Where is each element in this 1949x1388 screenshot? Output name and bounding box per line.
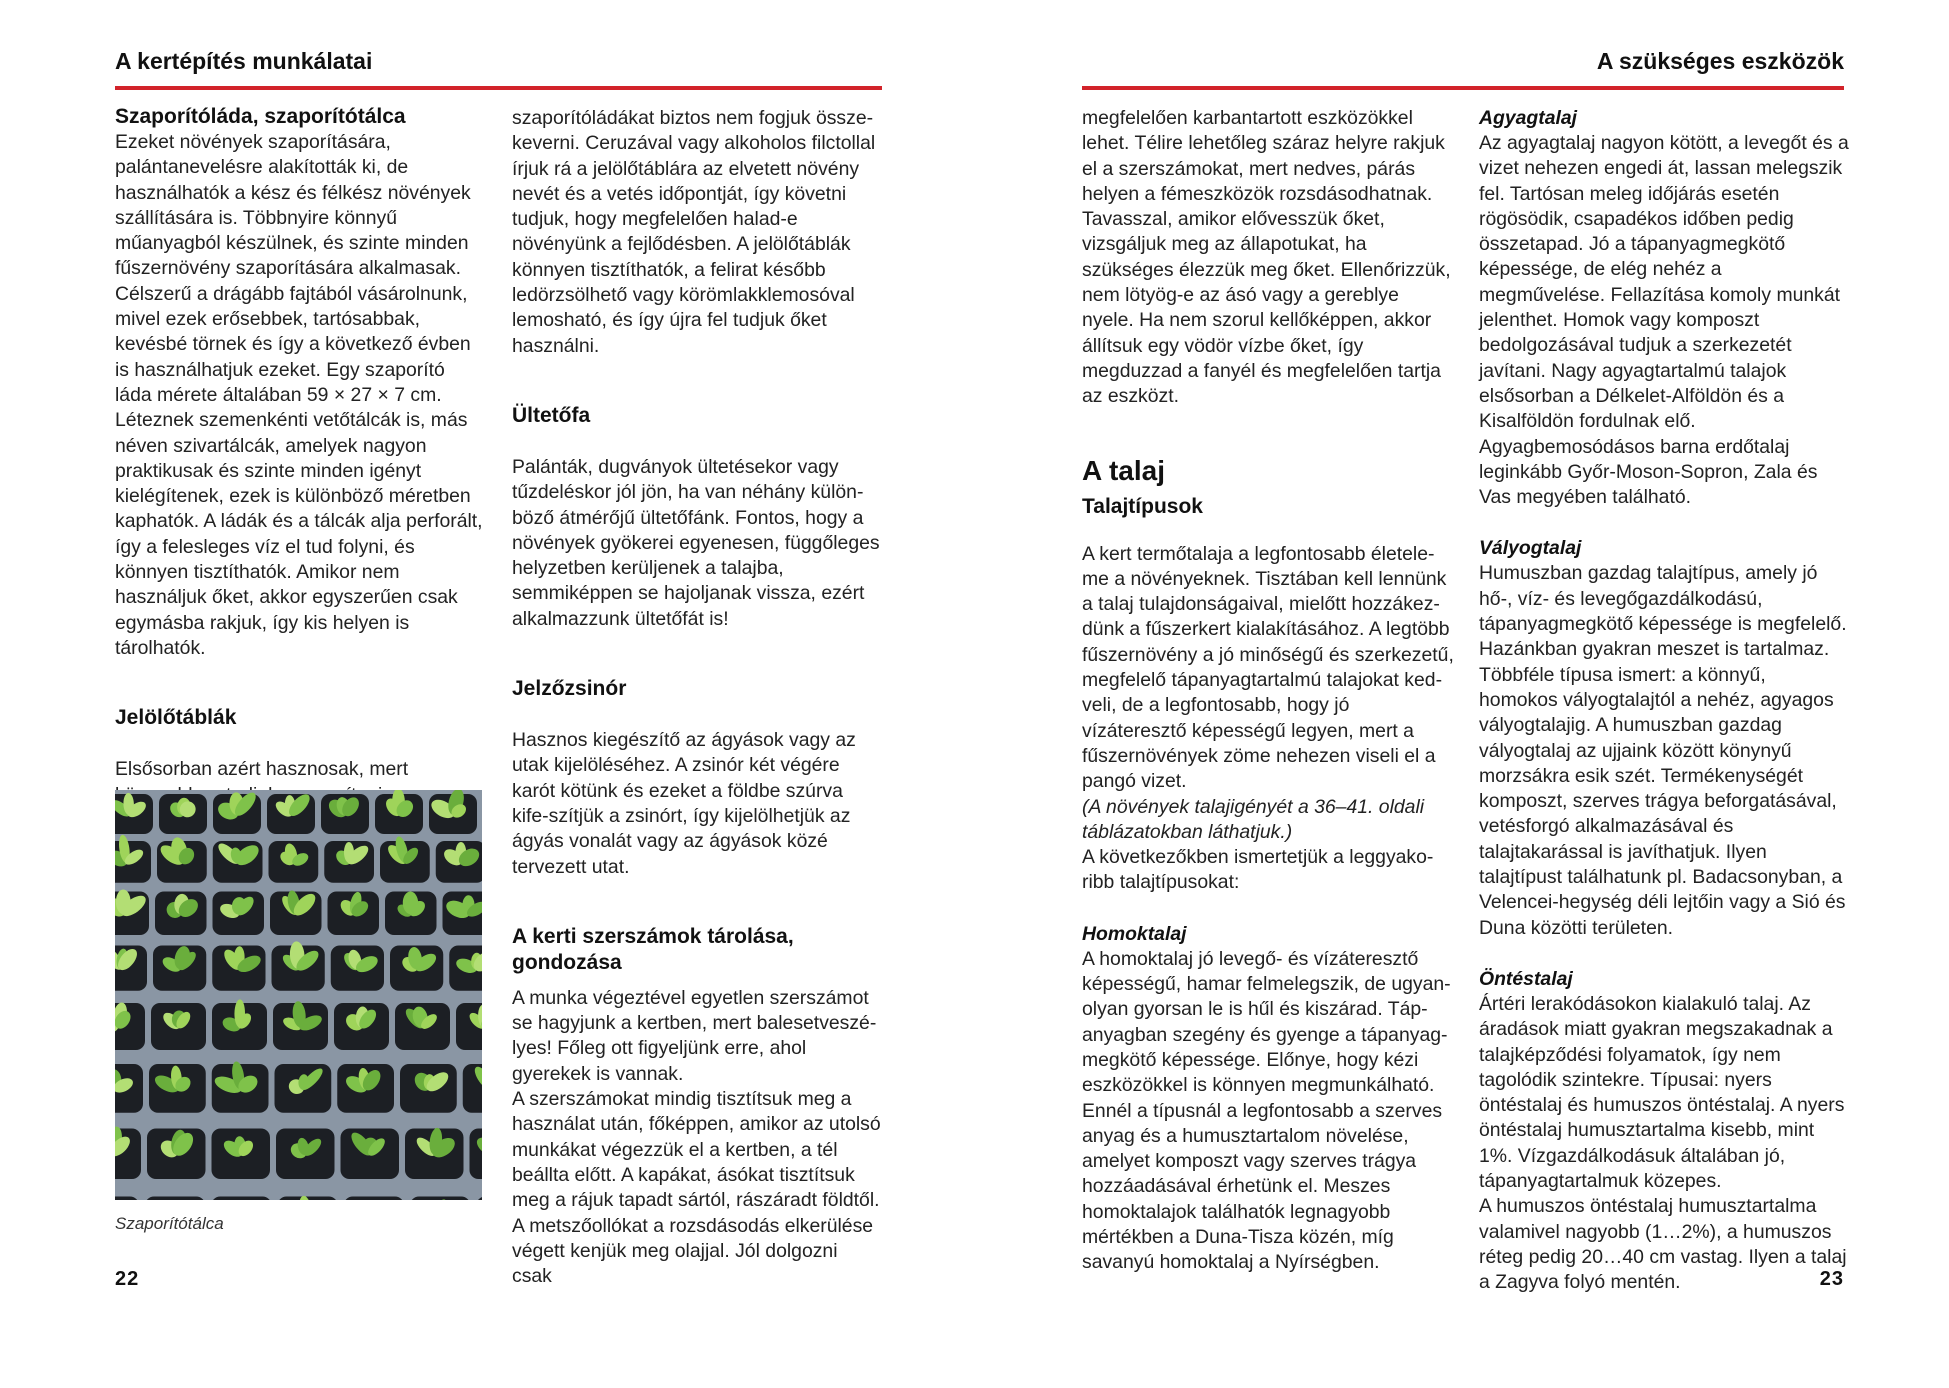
section-heading: A kerti szerszámok tárolása, gondozása [512,924,794,974]
paragraph: Elsősorban azért hasznosak, mert [115,758,409,781]
section-heading: Jelölőtáblák [115,706,237,730]
subsection-heading: Öntéstalaj [1479,967,1573,990]
tray-cell [145,1197,205,1201]
page-number-left: 22 [115,1268,140,1290]
section-heading: Talajtípusok [1082,494,1203,518]
paragraph: Hasznos kiegészítő az ágyások vagy az utak kijelöléséhez. A zsinór két végére karót kötünk és ezeket a földbe szúrva kife-szítjük a zsinórt, így kijelölhetjük az ágyás vonalát vagy az ágyások közé tervezett utat. [512,729,856,878]
left-page-header: A kertépítés munkálatai [115,48,373,74]
paragraph: A munka végeztével egyetlen szerszámot se hagyjunk a kertben, mert balesetveszélyes! Főleg ott figyeljünk erre, ahol gyerekek is vannak. [512,986,877,1085]
paragraph: A humuszos öntéstalaj humusztartalma valamivel nagyobb (1…2%), a humuszos réteg pedig 20…40 cm vastag. Ilyen a talaj a Zagyva folyó mentén. [1479,1195,1847,1294]
subsection-heading: Homoktalaj [1082,922,1187,945]
section-heading: Szaporítóláda, szaporítótálca [115,105,406,128]
paragraph: Az agyagtalaj nagyon kötött, a levegőt és a vizet nehezen engedi át, lassan melegszik fel. Tartósan meleg időjárás esetén rögösödik, csapadékos időben pedig összetapad. Jó a tápanyagmegkötő képessége, de elég nehéz a megművelése. Fellazítása komoly munkát jelenthet. Homok vagy komposzt bedolgozásával tudjuk a szerkezetét javítani. Nagy agyagtartalmú talajok elsősorban a Délkelet-Alföldön és a Kisalföldön fordulnak elő. Agyagbemosódásos barna erdőtalaj leginkább Győr-Moson-Sopron, Zala és Vas megyében található. [1479,132,1849,509]
image-caption: Szaporítótálca [115,1214,224,1233]
right-column-1 [1082,106,1454,1276]
chapter-heading: A talaj [1082,454,1165,486]
tray-cell [470,1129,483,1180]
right-page-header: A szükséges eszközök [1596,48,1844,74]
left-column-1 [115,104,485,858]
paragraph: Humuszban gazdag talajtípus, amely jó hő-, víz- és levegőgazdálkodású, tápanyagmegkötő képessége is megfelelő. Hazánkban gyakran meszet is tartalmaz. Többféle típusa ismert: a könnyű, homokos vályogtalajtól a nehéz, agyagos vályogtalajig. A humuszban gazdag vályogtalaj az ujjaink között könynyű morzsákra esik szét. Termékenységét komposzt, szerves trágya beforgatásával, vetésforgó alkalmazásával és talajtakarással is javíthatjuk. Ilyen talajtípust találhatunk pl. Badacsonyban, a Velencei-hegység déli lejtőin vagy a Sió és Duna közötti területen. [1479,562,1847,939]
paragraph: Palánták, dugványok ültetésekor vagy tűzdeléskor jól jön, ha van néhány különböző átmérőjű ültetőfánk. Fontos, hogy a növények gyökerei egyenesen, függőleges helyzetben kerüljenek a talajba, semmiképpen se hajoljanak vissza, ezért alkalmazzunk ültetőfát is! [512,455,880,630]
page-number-right: 23 [1819,1268,1844,1290]
right-header-rule [1082,86,1844,90]
left-column-2 [512,106,882,1289]
paragraph: A homoktalaj jó levegő- és vízáteresztő képességű, hamar felmelegszik, de ugyanolyan gyorsan le is hűl és kiszárad. Tápanyagban szegény és gyenge a tápanyagmegkötő képessége. Előnye, hogy kézi eszközökkel is könnyen megmunkálható. Ennél a típusnál a legfontosabb a szerves anyag és a humusztartalom növelése, amelyet komposzt vagy szerves trágya hozzáadásával érhetünk el. Meszes homoktalajok találhatók legnagyobb mértékben a Duna-Tisza közén, míg savanyú homoktalaj a Nyírségben. [1082,947,1451,1274]
subsection-heading: Agyagtalaj [1479,107,1578,129]
section-heading: Jelzőzsinór [512,677,627,701]
paragraph-note: (A növények talajigényét a 36–41. oldali táblázatokban láthatjuk.) [1082,795,1425,843]
paragraph: Ezeket növények szaporítására, palántanevelésre alakították ki, de használhatók a kész és félkész növények szállítására is. Többnyire könnyű műanyagból készülnek, és szinte minden fűszernövény szaporítására alkalmasak. Célszerű a drágább fajtából vásárolnunk, mivel ezek erősebbek, tartósabbak, kevésbé törnek és így a következő évben is használhatjuk ezeket. Egy szaporító láda mérete általában 59 × 27 × 7 cm. Léteznek szemenkénti vetőtálcák is, más néven szivartálcák, amelyek nagyon praktikusak és szinte minden igényt kielégítenek, ezek is különböző méretben kaphatók. A ládák és a tálcák alja perforált, így a felesleges víz el tud folyni, és könnyen tisztíthatók. Amikor nem használjuk őket, akkor egyszerűen csak egymásba rakjuk, így kis helyen is tárolhatók. [115,131,483,659]
right-column-2 [1479,106,1849,1295]
paragraph: A szerszámokat mindig tisztítsuk meg a használat után, főképpen, amikor az utolsó munkákat végezzük el a kertben, a tél beállta előtt. A kapákat, ásókat tisztítsuk meg a rájuk tapadt sártól, rászáradt földtől. A metszőollókat a rozsdásodás elkerülése végett kenjük meg olajjal. Jól dolgozni csak [512,1088,881,1288]
left-header-rule [115,86,882,90]
paragraph: megfelelően karbantartott eszközökkel lehet. Télire lehetőleg száraz helyre rakjuk el a szerszámokat, mert nedves, párás helyen a fémeszközök rozsdásodhatnak. Tavasszal, amikor elővesszük őket, vizsgáljuk meg az állapotukat, ha szükséges élezzük meg őket. Ellenőrizzük, nem lötyög-e az ásó vagy a gereblye nyele. Ha nem szorul kellőképpen, akkor állítsuk egy vödör vízbe őket, így megduzzad a fanyél és megfelelően tartja az eszközt. [1082,107,1451,408]
seedling-tray-photo [115,790,482,1200]
seedling-tray-image [115,790,482,1200]
tray-cell [410,1197,470,1201]
tray-cell [211,1197,271,1201]
section-heading: Ültetőfa [512,403,591,427]
paragraph: A következőkben ismertetjük a leggyakoribb talajtípusokat: [1082,846,1434,894]
tray-cell [344,1197,404,1201]
paragraph: Ártéri lerakódásokon kialakuló talaj. Az áradások miatt gyakran megszakadnak a talajképződési folyamatok, így nem tagolódik szintekre. Típusai: nyers öntéstalaj és humuszos öntéstalaj. A nyers öntéstalaj humusztartalma kisebb, mint 1%. Vízgazdálkodásuk általában jó, tápanyagtartalmuk közepes. [1479,992,1845,1192]
subsection-heading: Vályogtalaj [1479,537,1582,560]
paragraph: A kert termőtalaja a legfontosabb életeleme a növényeknek. Tisztában kell lennünk a talaj tulajdonságaival, mielőtt hozzákezdünk a fűszerkert kialakításához. A legtöbb fűszernövény a jó minőségű és szerkezetű, megfelelő tápanyagtartalmú talajokat kedveli, de a legfontosabb, hogy jó vízáteresztő képességű legyen, mert a fűszernövények zöme nehezen viseli el a pangó vizet. [1082,542,1454,793]
paragraph: szaporítóládákat biztos nem fogjuk összekeverni. Ceruzával vagy alkoholos filctollal írjuk rá a jelölőtáblára az elvetett növény nevét és a vetés időpontját, így követni tudjuk, hogy megfelelően halad-e növényünk a fejlődésben. A jelölőtáblák könnyen tisztíthatók, a felirat később ledörzsölhető vagy körömlakklemosóval lemosható, és így újra fel tudjuk őket használni. [512,107,876,357]
